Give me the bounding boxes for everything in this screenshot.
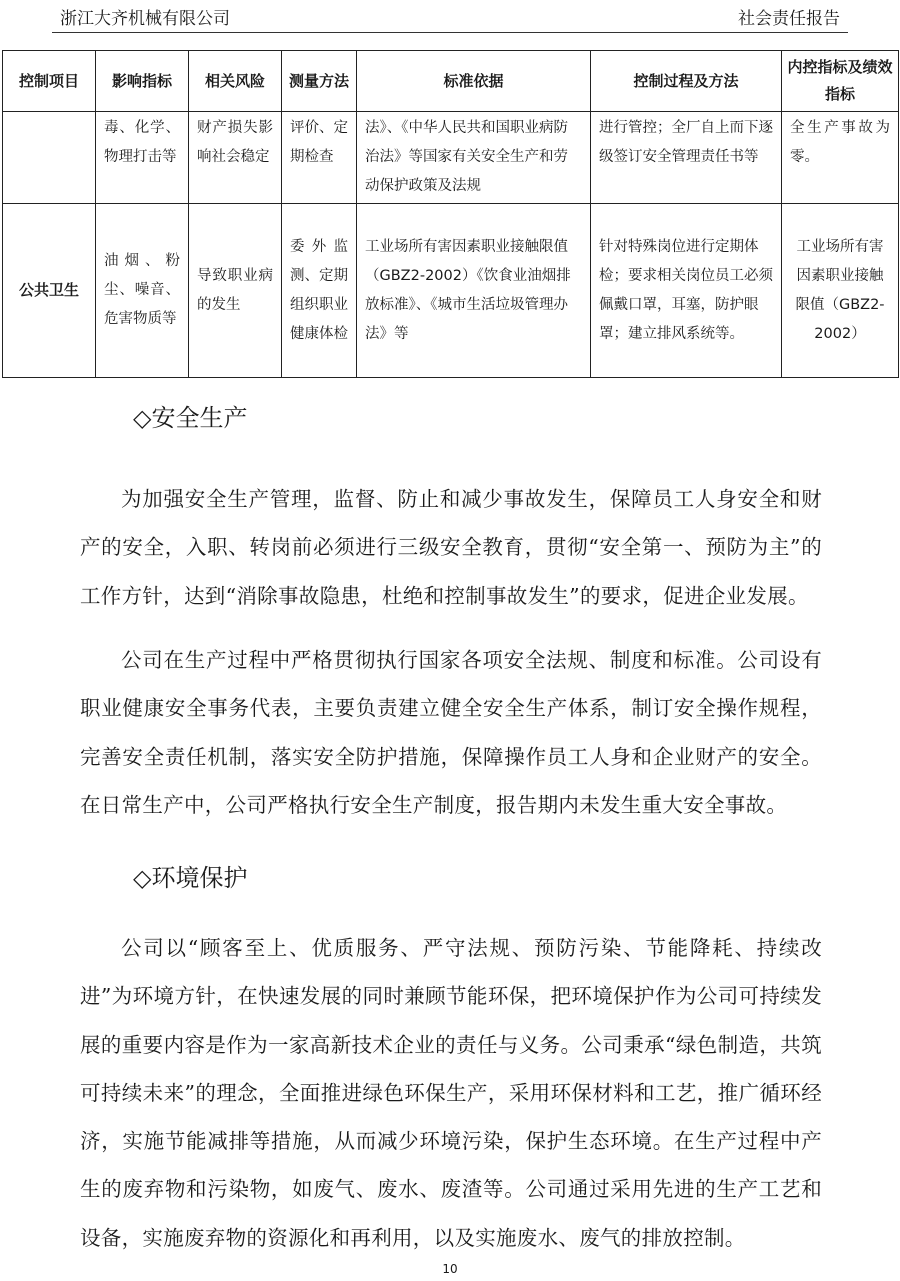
header-company: 浙江大齐机械有限公司 xyxy=(60,9,230,29)
col-header-method: 测量方法 xyxy=(282,51,357,112)
section-title-environment: ◇环境保护 xyxy=(133,864,248,892)
table-header-row xyxy=(3,51,899,112)
cell-kpi: 工业场所有害因素职业接触限值（GBZ2-2002） xyxy=(782,204,899,378)
cell-method: 评价、定期检查 xyxy=(282,112,357,204)
cell-impact: 油烟、粉尘、噪音、危害物质等 xyxy=(96,204,189,378)
environment-paragraph-1: 公司以“顾客至上、优质服务、严守法规、预防污染、节能降耗、持续改进”为环境方针，在快速发展的同时兼顾节能环保，把环境保护作为公司可持续发展的重要内容是作为一家高新技术企业的责任与义务。公司秉承“绿色制造，共筑可持续未来”的理念，全面推进绿色环保生产，采用环保材料和工艺，推广循环经济，实施节能减排等措施，从而减少环境污染，保护生态环境。在生产过程中产生的废弃物和污染物，如废气、废水、废渣等。公司通过采用先进的生产工艺和设备，实施废弃物的资源化和再利用，以及实施废水、废气的排放控制。 xyxy=(80,936,822,1250)
header-rule xyxy=(52,32,848,33)
safety-paragraph-2: 公司在生产过程中严格贯彻执行国家各项安全法规、制度和标准。公司设有职业健康安全事务代表，主要负责建立健全安全生产体系，制订安全操作规程，完善安全责任机制，落实安全防护措施，保障操作员工人身和企业财产的安全。在日常生产中，公司严格执行安全生产制度，报告期内未发生重大安全事故。 xyxy=(80,648,822,817)
page-number: 10 xyxy=(442,1262,458,1276)
table-row xyxy=(3,112,899,204)
section-title-safety: ◇安全生产 xyxy=(133,404,248,432)
cell-kpi: 全生产事故为零。 xyxy=(782,112,899,204)
cell-risk: 导致职业病的发生 xyxy=(189,204,282,378)
cell-item: 公共卫生 xyxy=(3,204,96,378)
cell-impact: 毒、化学、物理打击等 xyxy=(96,112,189,204)
col-header-process: 控制过程及方法 xyxy=(591,51,782,112)
cell-risk: 财产损失影响社会稳定 xyxy=(189,112,282,204)
page-header xyxy=(0,0,900,34)
table-row xyxy=(3,204,899,378)
col-header-item: 控制项目 xyxy=(3,51,96,112)
header-doc-title: 社会责任报告 xyxy=(738,9,840,29)
col-header-impact: 影响指标 xyxy=(96,51,189,112)
cell-standard: 工业场所有害因素职业接触限值（GBZ2-2002）《饮食业油烟排放标准》、《城市生活垃圾管理办法》等 xyxy=(357,204,591,378)
cell-process: 针对特殊岗位进行定期体检；要求相关岗位员工必须佩戴口罩，耳塞，防护眼罩；建立排风系统等。 xyxy=(591,204,782,378)
col-header-kpi: 内控指标及绩效指标 xyxy=(782,51,899,112)
cell-method: 委外监测、定期组织职业健康体检 xyxy=(282,204,357,378)
cell-process: 进行管控；全厂自上而下逐级签订安全管理责任书等 xyxy=(591,112,782,204)
col-header-risk: 相关风险 xyxy=(189,51,282,112)
col-header-standard: 标准依据 xyxy=(357,51,591,112)
control-table xyxy=(2,50,899,378)
safety-paragraph-1: 为加强安全生产管理，监督、防止和减少事故发生，保障员工人身安全和财产的安全，入职、转岗前必须进行三级安全教育，贯彻“安全第一、预防为主”的工作方针，达到“消除事故隐患，杜绝和控制事故发生”的要求，促进企业发展。 xyxy=(80,487,822,608)
cell-item xyxy=(3,112,96,204)
cell-standard: 法》、《中华人民共和国职业病防治法》等国家有关安全生产和劳动保护政策及法规 xyxy=(357,112,591,204)
